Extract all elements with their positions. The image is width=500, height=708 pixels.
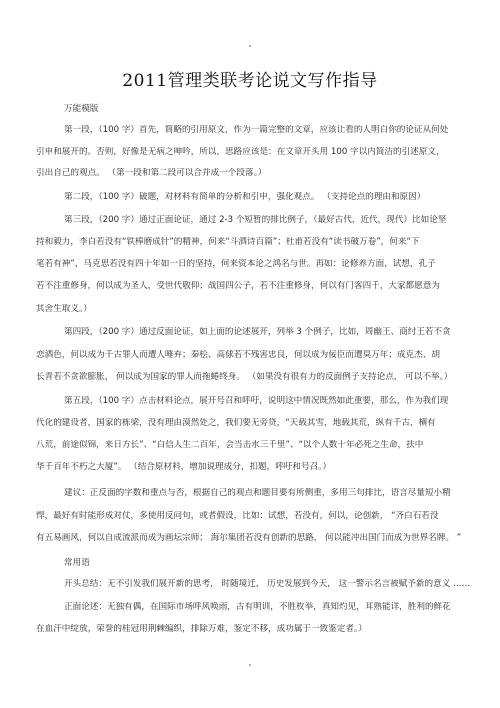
paragraph-line: 恋酒色，何以成为千古罪人而遭人唾弃；秦桧、高俅若不残害忠良，何以成为佞臣而遭臭万年；成克杰、胡 (36, 350, 440, 360)
section-heading-phrases: 常用语 (64, 558, 90, 568)
paragraph-line: 建议：正反面的字数和重点与否，根据自己的观点和题目要有所侧重，多用三句排比，语言尽量短小精 (64, 488, 451, 498)
paragraph-line: 长青若不贪欲膨胀， 何以成为国家的罪人而拖蜷终身。 （如果没有很有力的反面例子支持论点， 可以不举。） (36, 372, 453, 382)
paragraph-line: 有五易画风，何以自成流派而成为画坛宗师； 海尔集团若没有创新的思路， 何以能冲出国门而成为世界名牌。 ” (36, 533, 462, 543)
paragraph-line: 第二段，（100 字）破题，对材料有简单的分析和引申，强化观点。 （支持论点的理由和原因） (64, 192, 426, 202)
paragraph-line: 第一段，（100 字）首先，简略的引用原文，作为一篇完整的文章，应该让看的人明白你的论证从何处 (64, 125, 449, 135)
paragraph-line: 引出自己的观点。 （第一段和第二段可以合并成一个段落。） (36, 168, 267, 178)
section-heading-template: 万能模版 (64, 104, 99, 114)
paragraph-line: 正面论述：无独有偶，在国际市场呼风唤雨，古有明训，不胜枚举，真知灼见，耳熟能详，胜利的鲜花 (64, 602, 451, 612)
decorative-dot-top (249, 45, 251, 47)
decorative-dot-bottom (249, 664, 251, 666)
document-title: 2011管理类联考论说文写作指导 (122, 71, 378, 91)
paragraph-line: 第五段，（100 字）点击材料论点，展开号召和呼吁，说明这中情况既然如此重要，那么，作为我们现 (64, 396, 449, 406)
paragraph-line: 悍，最好有时能形成对仗，多使用反问句，或者假设，比如：试想，若没有，何以，论创新， “齐白石若没 (36, 511, 439, 521)
paragraph-line: 若不注重修身，何以成为圣人，受世代敬仰；战国四公子，若不注重修身，何以有门客四千，大家都愿意为 (36, 281, 440, 291)
paragraph-line: 引申和展开的。否则，好像是无病之呻吟，所以，思路应该是：在文章开头用 100 字以内简洁的引述原文， (36, 147, 445, 157)
paragraph-line: 华千百年不朽之大厦”。 （结合原材料，增加说理成分，扣题，呼吁和号召。） (36, 462, 332, 472)
paragraph-line: 代化的建设者，国家的栋梁，没有理由漠然处之，我们要无旁贷，“天载其雪，地载其荒，纵有千古，横有 (36, 418, 436, 428)
paragraph-line: 其舍生取义。） (36, 304, 92, 314)
paragraph-line: 持和毅力，李白若没有“铁棒磨成针”的精神，何来“斗酒诗百篇”；杜甫若没有“读书破万卷”，何来“下 (36, 237, 420, 247)
paragraph-line: 在血汗中绽放，荣誉的桂冠用荆棘编织，排除万难，鉴定不移，成功属于一致鉴定者。） (36, 624, 367, 634)
paragraph-line: 笔若有神”，马克思若没有四十年如一日的坚持，何来资本论之鸿名与世。再如：论修养方面，试想，孔子 (36, 259, 436, 269)
paragraph-line: 第三段，（200 字）通过正面论证，通过 2-3 个短暂的排比例子，（最好古代，近代，现代）比如论坚 (64, 215, 447, 225)
paragraph-line: 第四段，（200 字）通过反面论证，如上面的论述展开，列举 3 个例子，比如，周幽王、商纣王若不贪 (64, 327, 451, 337)
paragraph-line: 开头总结：无不引发我们展开新的思考， 时随境迁， 历史发展到今天， 这一警示名言被赋予新的意义 …… (64, 579, 471, 589)
paragraph-line: 八荒，前途似锦，来日方长”、“白信人生二百年，会当击水三千里”、“以个人数十年必死之生命，扶中 (36, 440, 424, 450)
